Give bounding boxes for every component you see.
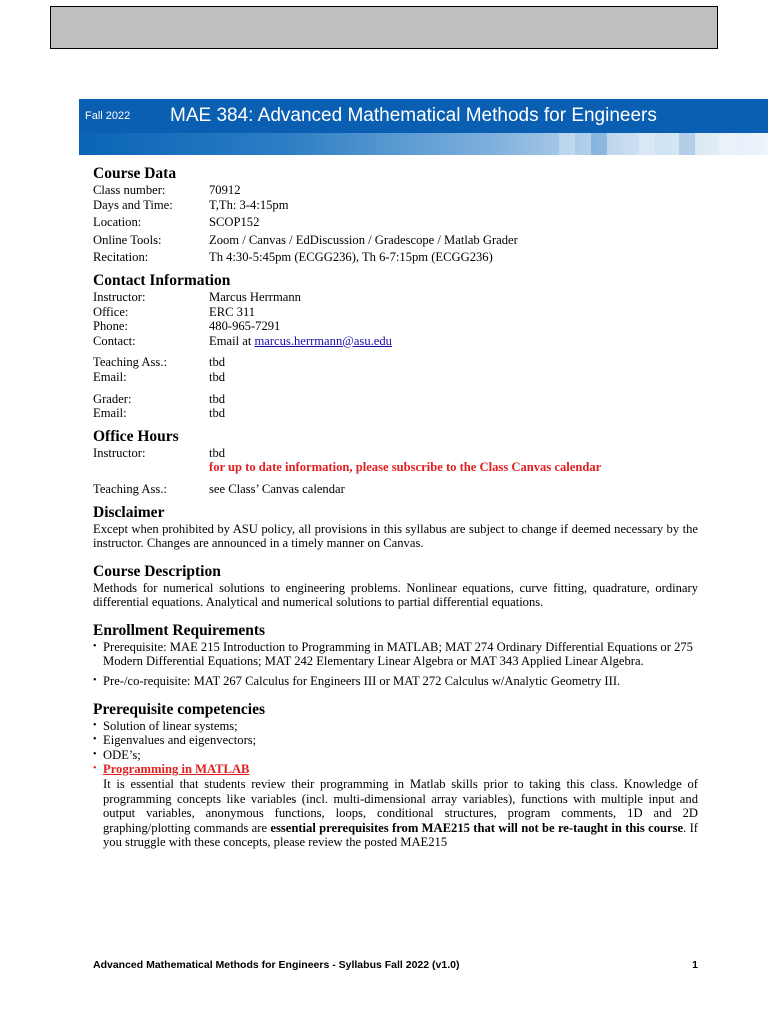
row-value: tbd: [209, 369, 226, 384]
contact-row: [93, 406, 698, 421]
disclaimer-heading: Disclaimer: [93, 503, 165, 521]
row-key: Teaching Ass.:: [93, 355, 167, 370]
matlab-label: Programming in MATLAB: [103, 762, 250, 777]
row-value: ERC 311: [209, 304, 256, 319]
office-hours-heading: Office Hours: [93, 427, 179, 445]
row-value: tbd: [209, 406, 226, 421]
contact-row: [93, 370, 698, 385]
course-data-row: [93, 183, 698, 198]
contact-row: [93, 305, 698, 320]
contact-row: [93, 334, 698, 349]
course-title: MAE 384: Advanced Mathematical Methods for Engineers: [170, 105, 657, 126]
matlab-emphasis: essential prerequisites from MAE215 that will not be re-taught in this course: [270, 820, 684, 835]
matlab-paragraph: [93, 777, 698, 850]
course-data-heading: Course Data: [93, 165, 177, 182]
list-item: • Pre-/co-requisite: MAT 267 Calculus for Engineers III or MAT 272 Calculus w/Analytic Geometry III.: [93, 674, 698, 689]
office-hours-row: [93, 482, 698, 497]
footer-title: Advanced Mathematical Methods for Engineers - Syllabus Fall 2022 (v1.0): [93, 959, 460, 971]
contact-row: [93, 355, 698, 370]
list-item: • Prerequisite: MAE 215 Introduction to Programming in MATLAB; MAT 274 Ordinary Differential Equations or 275 Modern Differential Equations; MAT 242 Elementary Linear Algebra or MAT 343 Applied Linear Algebra.: [93, 640, 698, 669]
row-value: 70912: [209, 183, 241, 197]
list-item: • ODE’s;: [93, 748, 698, 763]
row-value: Th 4:30-5:45pm (ECGG236), Th 6-7:15pm (ECGG236): [209, 250, 493, 265]
matlab-text: It is essential that students review their programming in Matlab skills prior to taking this class. Knowledge of programming concepts like variables (incl. multi-dimensional array variables), functions with multiple input and output variables, anonymous functions, loops, conditional structures, program comments, 1D and 2D graphing/plotting commands are: [103, 777, 698, 835]
page-number: 1: [692, 959, 698, 971]
row-key: Teaching Ass.:: [93, 481, 167, 496]
contact-row: [93, 392, 698, 407]
row-key: Phone:: [93, 319, 128, 334]
row-key: Location:: [93, 215, 142, 230]
contact-row: [93, 319, 698, 334]
list-item: • Solution of linear systems;: [93, 719, 698, 734]
row-value: T,Th: 3-4:15pm: [209, 197, 289, 212]
course-data-row: [93, 250, 698, 265]
row-value: Marcus Herrmann: [209, 289, 301, 304]
course-data-row: [93, 233, 698, 248]
contact-heading: Contact Information: [93, 271, 231, 289]
competencies-list: [93, 719, 698, 777]
row-value: [209, 334, 698, 349]
course-description-text: Methods for numerical solutions to engineering problems. Nonlinear equations, curve fitting, quadrature, ordinary differential equations. Analytical and numerical solutions to partial differential equations.: [93, 580, 698, 610]
disclaimer-text: Except when prohibited by ASU policy, all provisions in this syllabus are subject to change if deemed necessary by the instructor. Changes are announced in a timely manner on Canvas.: [93, 521, 698, 551]
row-value: SCOP152: [209, 215, 260, 230]
row-key: Recitation:: [93, 250, 149, 265]
calendar-notice: for up to date information, please subscribe to the Class Canvas calendar: [209, 460, 602, 475]
competencies-heading: Prerequisite competencies: [93, 700, 266, 718]
row-value: tbd: [209, 355, 226, 370]
row-value: tbd: [209, 391, 226, 406]
term-label: Fall 2022: [85, 110, 131, 122]
row-value: see Class’ Canvas calendar: [209, 481, 345, 496]
page-footer: [93, 959, 698, 971]
row-value: Zoom / Canvas / EdDiscussion / Gradescope / Matlab Grader: [209, 232, 518, 247]
instructor-email-link[interactable]: marcus.herrmann@asu.edu: [254, 333, 392, 348]
office-hours-row: [93, 446, 698, 461]
course-data-table: [93, 183, 698, 265]
row-key: Days and Time:: [93, 197, 173, 212]
list-item: • Eigenvalues and eigenvectors;: [93, 733, 698, 748]
row-key: Instructor:: [93, 289, 146, 304]
row-key: Contact:: [93, 333, 136, 348]
row-key: Grader:: [93, 391, 132, 406]
row-key: Email:: [93, 406, 127, 421]
row-value: 480-965-7291: [209, 319, 281, 334]
office-hours-row: [93, 460, 698, 475]
course-description-heading: Course Description: [93, 562, 221, 580]
course-data-row: [93, 215, 698, 230]
enrollment-list: [93, 640, 698, 689]
email-prefix: Email at: [209, 333, 255, 348]
row-key: Class number:: [93, 183, 166, 197]
row-key: Online Tools:: [93, 232, 162, 247]
enrollment-heading: Enrollment Requirements: [93, 621, 266, 639]
row-key: Office:: [93, 304, 129, 319]
matlab-text-end: . If you struggle with these concepts, please review the posted MAE215: [103, 820, 699, 850]
course-data-row: [93, 198, 698, 213]
list-item-matlab: [93, 762, 698, 777]
decorative-ribbon: [79, 133, 768, 155]
syllabus-content: [93, 165, 698, 850]
row-key: Instructor:: [93, 445, 146, 460]
row-key: Email:: [93, 369, 127, 384]
contact-row: [93, 290, 698, 305]
course-banner: [79, 99, 768, 133]
header-box: [50, 6, 718, 49]
row-value: tbd: [209, 445, 226, 460]
